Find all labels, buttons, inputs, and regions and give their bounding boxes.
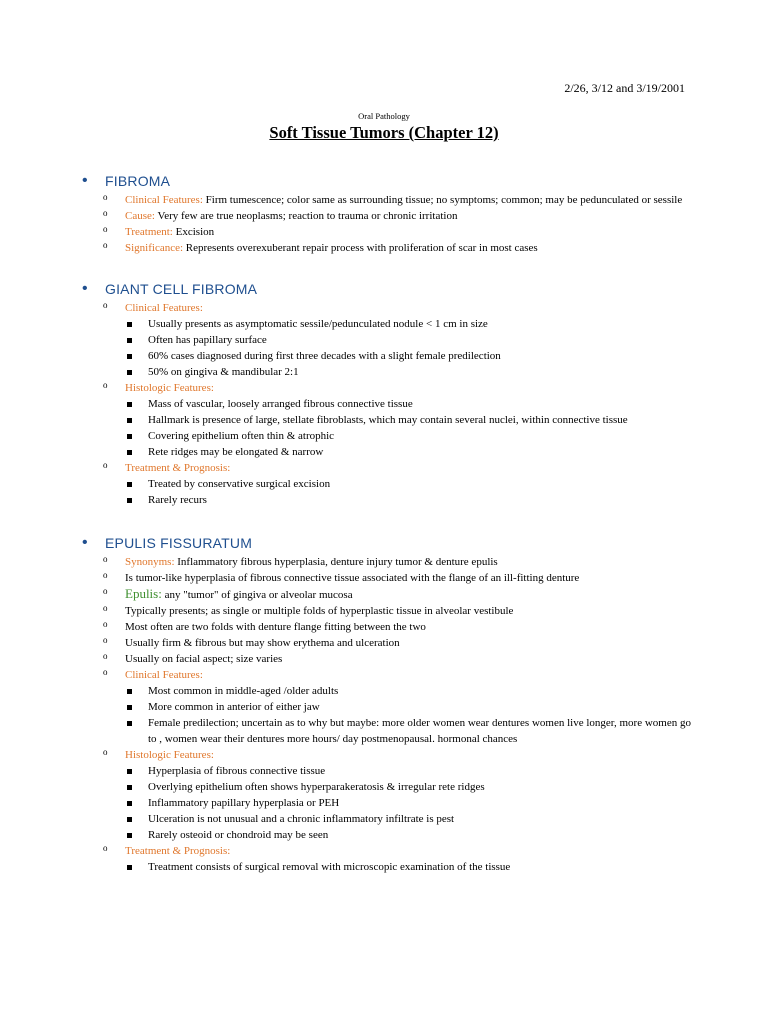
list-item: o Histologic Features: [82, 747, 692, 763]
square-bullet-icon [127, 450, 132, 455]
list-subitem: Female predilection; uncertain as to why but maybe: more older women wear dentures women live longer, more women go to , women wear their dentures more hours/ day postmenopausal. hormonal chances [82, 715, 692, 747]
bullet-dot-icon: • [82, 172, 88, 189]
list-item: o Clinical Features: [82, 667, 692, 683]
degree-bullet-icon: o [103, 586, 108, 596]
degree-bullet-icon: o [103, 635, 108, 645]
square-bullet-icon [127, 705, 132, 710]
list-item: o Significance: Represents overexuberant repair process with proliferation of scar in most cases [82, 240, 692, 256]
square-bullet-icon [127, 482, 132, 487]
document-body [82, 170, 692, 875]
list-item: o Most often are two folds with denture flange fitting between the two [82, 619, 692, 635]
list-item: o Usually firm & fibrous but may show erythema and ulceration [82, 635, 692, 651]
degree-bullet-icon: o [103, 192, 108, 202]
square-bullet-icon [127, 785, 132, 790]
degree-bullet-icon: o [103, 843, 108, 853]
section-heading: • GIANT CELL FIBROMA [82, 278, 692, 300]
section-heading: • EPULIS FISSURATUM [82, 532, 692, 554]
square-bullet-icon [127, 370, 132, 375]
list-subitem: Hallmark is presence of large, stellate fibroblasts, which may contain several nuclei, within connective tissue [82, 412, 692, 428]
degree-bullet-icon: o [103, 460, 108, 470]
list-item: o Epulis: any "tumor" of gingiva or alveolar mucosa [82, 586, 692, 603]
square-bullet-icon [127, 833, 132, 838]
course-name: Oral Pathology [358, 111, 410, 121]
degree-bullet-icon: o [103, 380, 108, 390]
degree-bullet-icon: o [103, 651, 108, 661]
list-subitem: Most common in middle-aged /older adults [82, 683, 692, 699]
list-item: o Treatment: Excision [82, 224, 692, 240]
list-subitem: Rete ridges may be elongated & narrow [82, 444, 692, 460]
bullet-dot-icon: • [82, 534, 88, 551]
square-bullet-icon [127, 338, 132, 343]
degree-bullet-icon: o [103, 208, 108, 218]
list-subitem: Treatment consists of surgical removal with microscopic examination of the tissue [82, 859, 692, 875]
list-subitem: 50% on gingiva & mandibular 2:1 [82, 364, 692, 380]
list-item: o Is tumor-like hyperplasia of fibrous connective tissue associated with the flange of an ill-fitting denture [82, 570, 692, 586]
list-item: o Synonyms: Inflammatory fibrous hyperplasia, denture injury tumor & denture epulis [82, 554, 692, 570]
list-item: o Histologic Features: [82, 380, 692, 396]
list-subitem: Hyperplasia of fibrous connective tissue [82, 763, 692, 779]
list-item: o Cause: Very few are true neoplasms; reaction to trauma or chronic irritation [82, 208, 692, 224]
degree-bullet-icon: o [103, 554, 108, 564]
degree-bullet-icon: o [103, 619, 108, 629]
section-heading: • FIBROMA [82, 170, 692, 192]
list-item: o Clinical Features: Firm tumescence; color same as surrounding tissue; no symptoms; common; may be pedunculated or sessile [82, 192, 692, 208]
square-bullet-icon [127, 769, 132, 774]
list-subitem: Overlying epithelium often shows hyperparakeratosis & irregular rete ridges [82, 779, 692, 795]
list-subitem: Treated by conservative surgical excision [82, 476, 692, 492]
list-subitem: Mass of vascular, loosely arranged fibrous connective tissue [82, 396, 692, 412]
list-subitem: 60% cases diagnosed during first three decades with a slight female predilection [82, 348, 692, 364]
section-epulis-fissuratum [82, 532, 692, 875]
list-item: o Treatment & Prognosis: [82, 460, 692, 476]
degree-bullet-icon: o [103, 667, 108, 677]
list-subitem: More common in anterior of either jaw [82, 699, 692, 715]
degree-bullet-icon: o [103, 240, 108, 250]
square-bullet-icon [127, 801, 132, 806]
degree-bullet-icon: o [103, 224, 108, 234]
list-subitem: Often has papillary surface [82, 332, 692, 348]
degree-bullet-icon: o [103, 300, 108, 310]
section-giant-cell-fibroma [82, 278, 692, 508]
degree-bullet-icon: o [103, 570, 108, 580]
square-bullet-icon [127, 817, 132, 822]
degree-bullet-icon: o [103, 603, 108, 613]
square-bullet-icon [127, 721, 132, 726]
square-bullet-icon [127, 434, 132, 439]
list-subitem: Ulceration is not unusual and a chronic inflammatory infiltrate is pest [82, 811, 692, 827]
page-title: Soft Tissue Tumors (Chapter 12) [269, 123, 499, 142]
list-item: o Clinical Features: [82, 300, 692, 316]
list-subitem: Covering epithelium often thin & atrophic [82, 428, 692, 444]
square-bullet-icon [127, 865, 132, 870]
section-fibroma [82, 170, 692, 256]
square-bullet-icon [127, 354, 132, 359]
square-bullet-icon [127, 322, 132, 327]
degree-bullet-icon: o [103, 747, 108, 757]
list-item: o Treatment & Prognosis: [82, 843, 692, 859]
list-item: o Typically presents; as single or multiple folds of hyperplastic tissue in alveolar vestibule [82, 603, 692, 619]
list-subitem: Rarely osteoid or chondroid may be seen [82, 827, 692, 843]
square-bullet-icon [127, 418, 132, 423]
square-bullet-icon [127, 689, 132, 694]
square-bullet-icon [127, 498, 132, 503]
bullet-dot-icon: • [82, 280, 88, 297]
list-subitem: Usually presents as asymptomatic sessile/pedunculated nodule < 1 cm in size [82, 316, 692, 332]
square-bullet-icon [127, 402, 132, 407]
list-subitem: Rarely recurs [82, 492, 692, 508]
document-date: 2/26, 3/12 and 3/19/2001 [564, 81, 685, 95]
list-subitem: Inflammatory papillary hyperplasia or PEH [82, 795, 692, 811]
list-item: o Usually on facial aspect; size varies [82, 651, 692, 667]
